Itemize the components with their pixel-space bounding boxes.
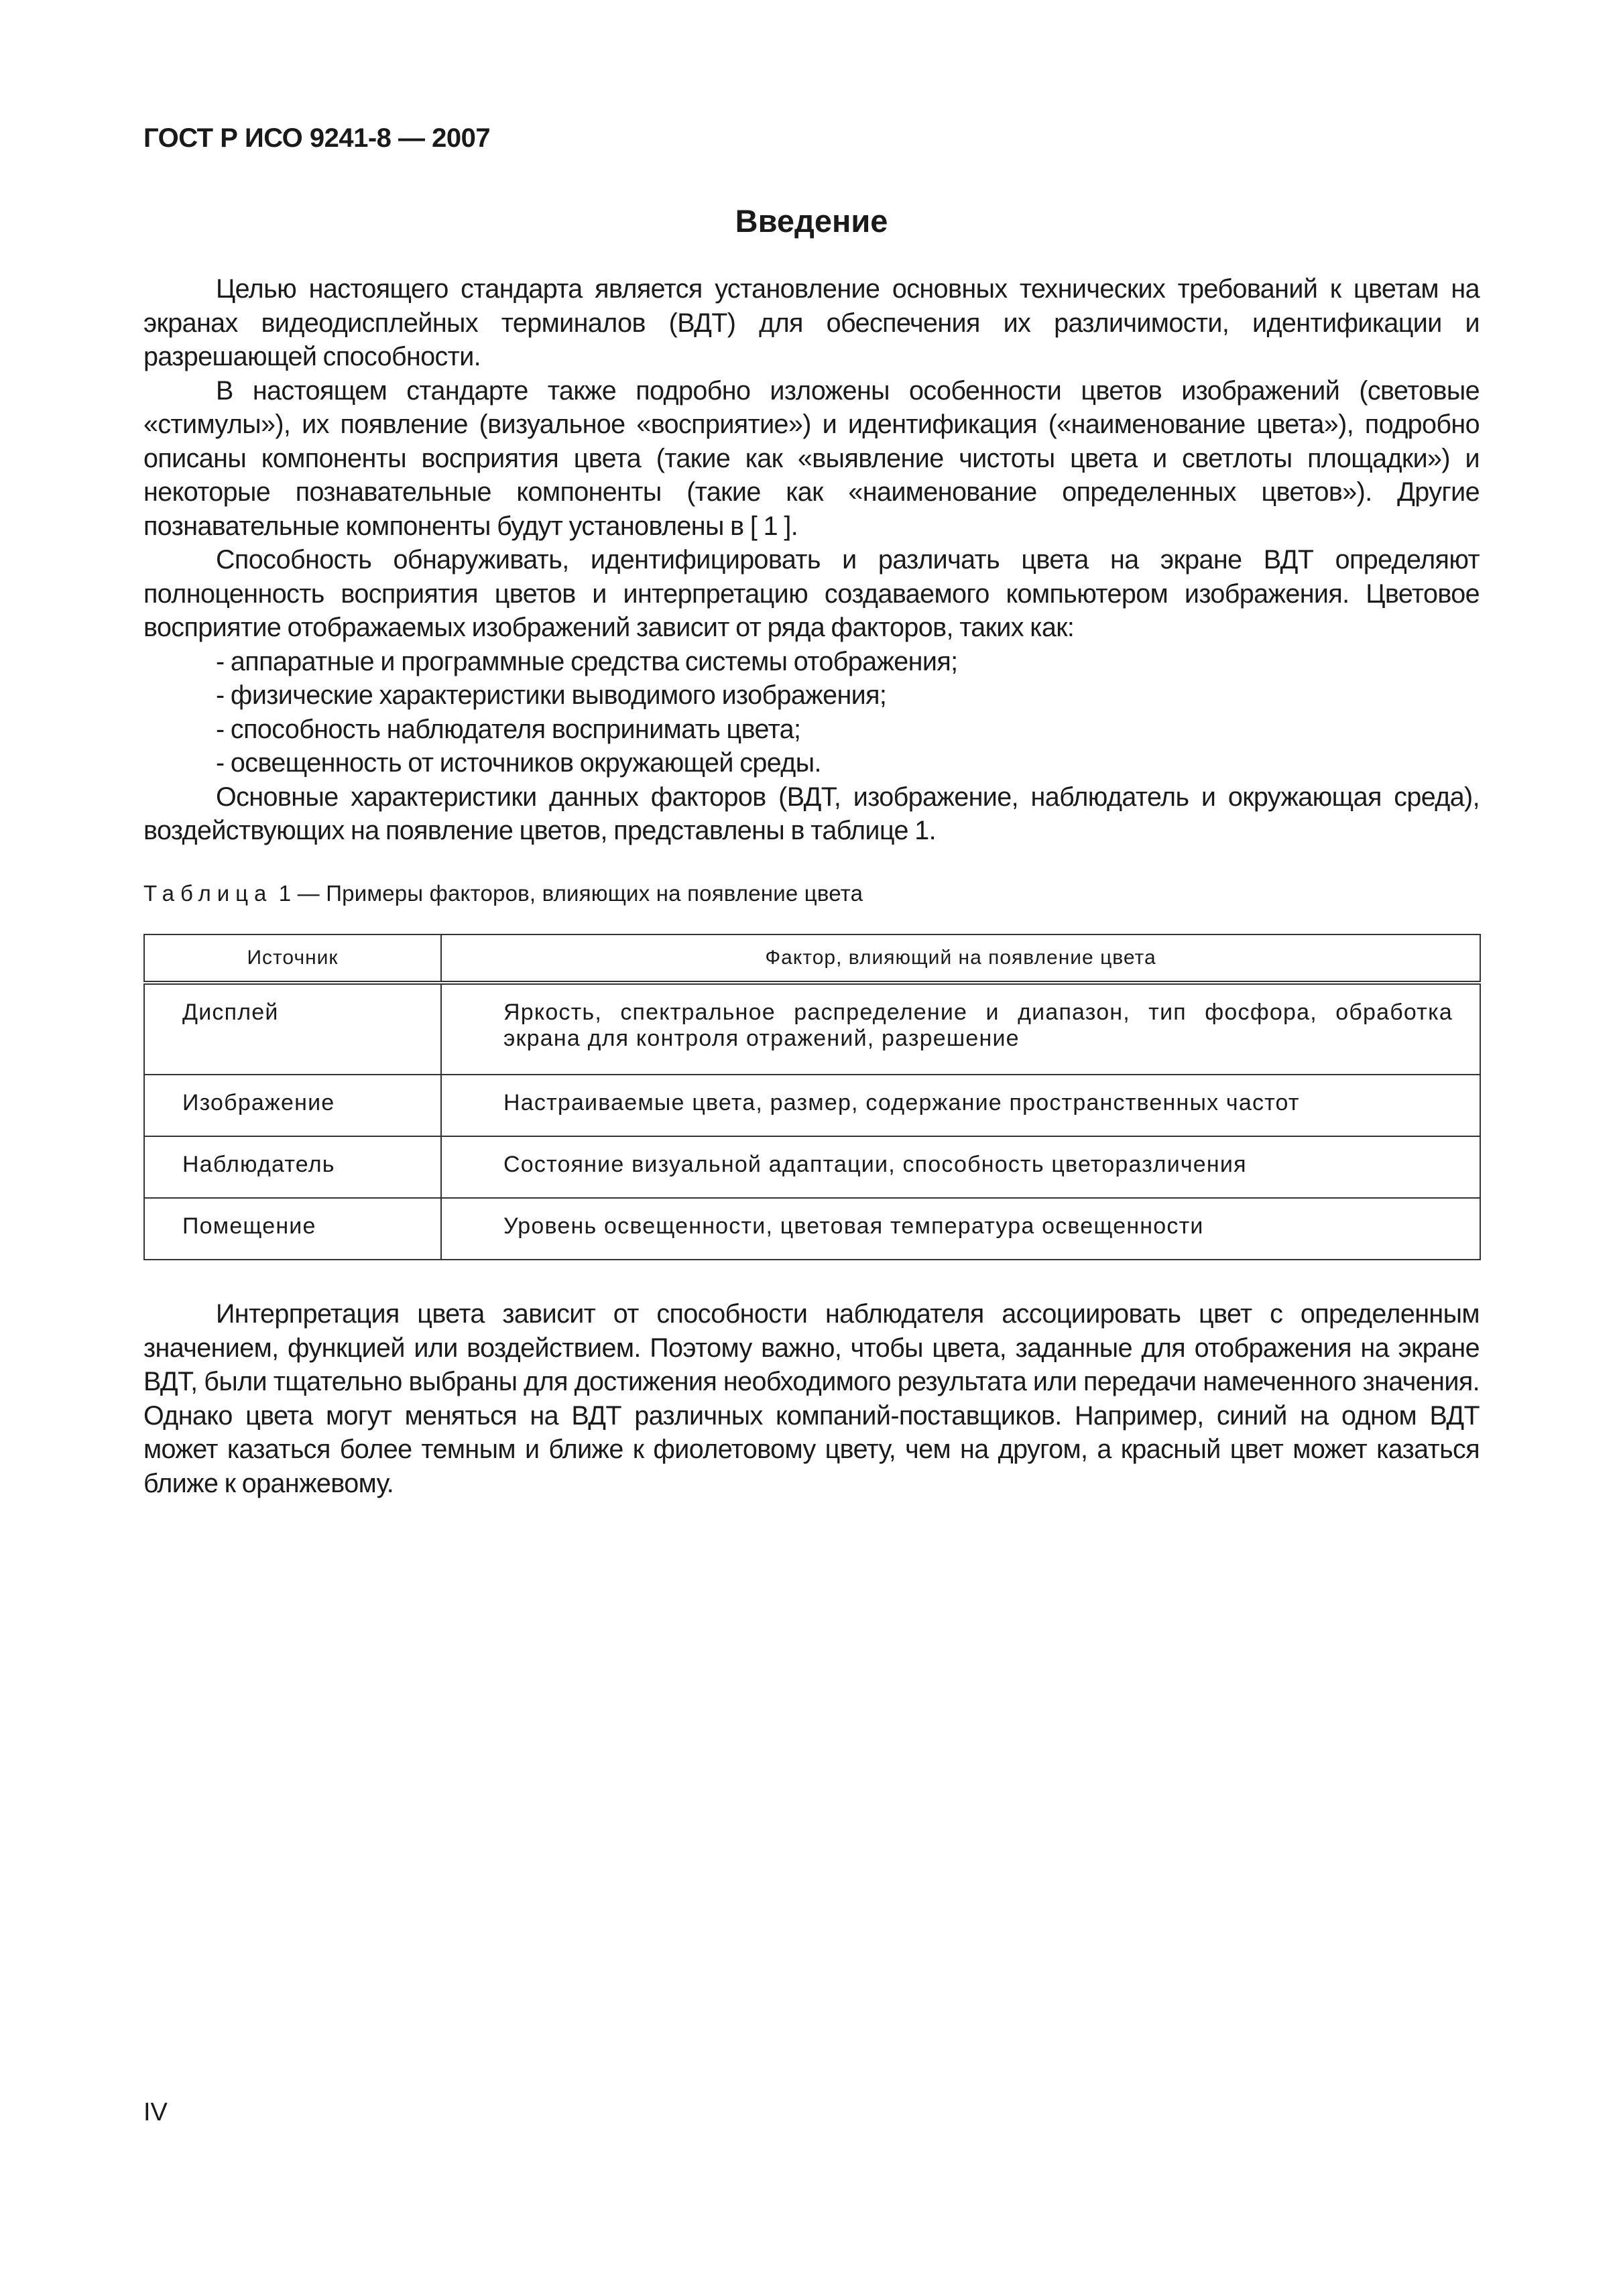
document-code-header: ГОСТ Р ИСО 9241-8 — 2007	[143, 123, 491, 153]
intro-paragraph: Способность обнаруживать, идентифицировать и различать цвета на экране ВДТ определяют полноценность восприятия цветов и интерпретацию создаваемого компьютером изображения. Цветовое восприятие отображаемых изображений зависит от ряда факторов, таких как:	[143, 545, 1480, 642]
table-caption-text: 1 — Примеры факторов, влияющих на появление цвета	[278, 881, 863, 906]
table-row	[144, 1198, 1480, 1260]
table-header-row	[144, 934, 1480, 983]
table-caption-prefix: Таблица	[143, 881, 273, 906]
cell-factor: Уровень освещенности, цветовая температура освещенности	[441, 1198, 1480, 1260]
table-row	[144, 1075, 1480, 1136]
list-item: - физические характеристики выводимого изображения;	[216, 680, 887, 710]
after-table-paragraph: Интерпретация цвета зависит от способности наблюдателя ассоциировать цвет с определенным значением, функцией или воздействием. Поэтому важно, чтобы цвета, заданные для отображения на экране ВДТ, были тщательно выбраны для достижения необходимого результата или передачи намеченного значения. Однако цвета могут меняться на ВДТ различных компаний-поставщиков. Например, синий на одном ВДТ может казаться более темным и ближе к фиолетовому цвету, чем на другом, а красный цвет может казаться ближе к оранжевому.	[143, 1299, 1480, 1498]
intro-text	[143, 272, 1480, 848]
list-item: - освещенность от источников окружающей среды.	[216, 748, 821, 778]
after-table-text	[143, 1297, 1480, 1500]
table-row	[144, 983, 1480, 1075]
cell-factor: Яркость, спектральное распределение и диапазон, тип фосфора, обработка экрана для контроля отражений, разрешение	[441, 983, 1480, 1075]
table-caption	[143, 881, 863, 906]
cell-factor: Состояние визуальной адаптации, способность цветоразличения	[441, 1136, 1480, 1198]
cell-factor: Настраиваемые цвета, размер, содержание пространственных частот	[441, 1075, 1480, 1136]
cell-source: Изображение	[144, 1075, 441, 1136]
cell-source: Помещение	[144, 1198, 441, 1260]
factors-table	[143, 934, 1481, 1260]
list-item: - аппаратные и программные средства системы отображения;	[216, 646, 958, 676]
cell-source: Дисплей	[144, 983, 441, 1075]
intro-paragraph: Целью настоящего стандарта является установление основных технических требований к цветам на экранах видеодисплейных терминалов (ВДТ) для обеспечения их различимости, идентификации и разрешающей способности.	[143, 274, 1480, 371]
column-header-source: Источник	[144, 934, 441, 983]
intro-paragraph: В настоящем стандарте также подробно изложены особенности цветов изображений (световые «стимулы»), их появление (визуальное «восприятие») и идентификация («наименование цвета»), подробно описаны компоненты восприятия цвета (такие как «выявление чистоты цвета и светлоты площадки») и некоторые познавательные компоненты (такие как «наименование определенных цветов»). Другие познавательные компоненты будут установлены в [ 1 ].	[143, 375, 1480, 541]
page-number: IV	[143, 2098, 168, 2126]
list-item: - способность наблюдателя воспринимать цвета;	[216, 714, 801, 744]
cell-source: Наблюдатель	[144, 1136, 441, 1198]
section-title: Введение	[735, 203, 888, 239]
table-row	[144, 1136, 1480, 1198]
intro-closing-paragraph: Основные характеристики данных факторов (ВДТ, изображение, наблюдатель и окружающая среда), воздействующих на появление цветов, представлены в таблице 1.	[143, 782, 1480, 845]
column-header-factor: Фактор, влияющий на появление цвета	[441, 934, 1480, 983]
